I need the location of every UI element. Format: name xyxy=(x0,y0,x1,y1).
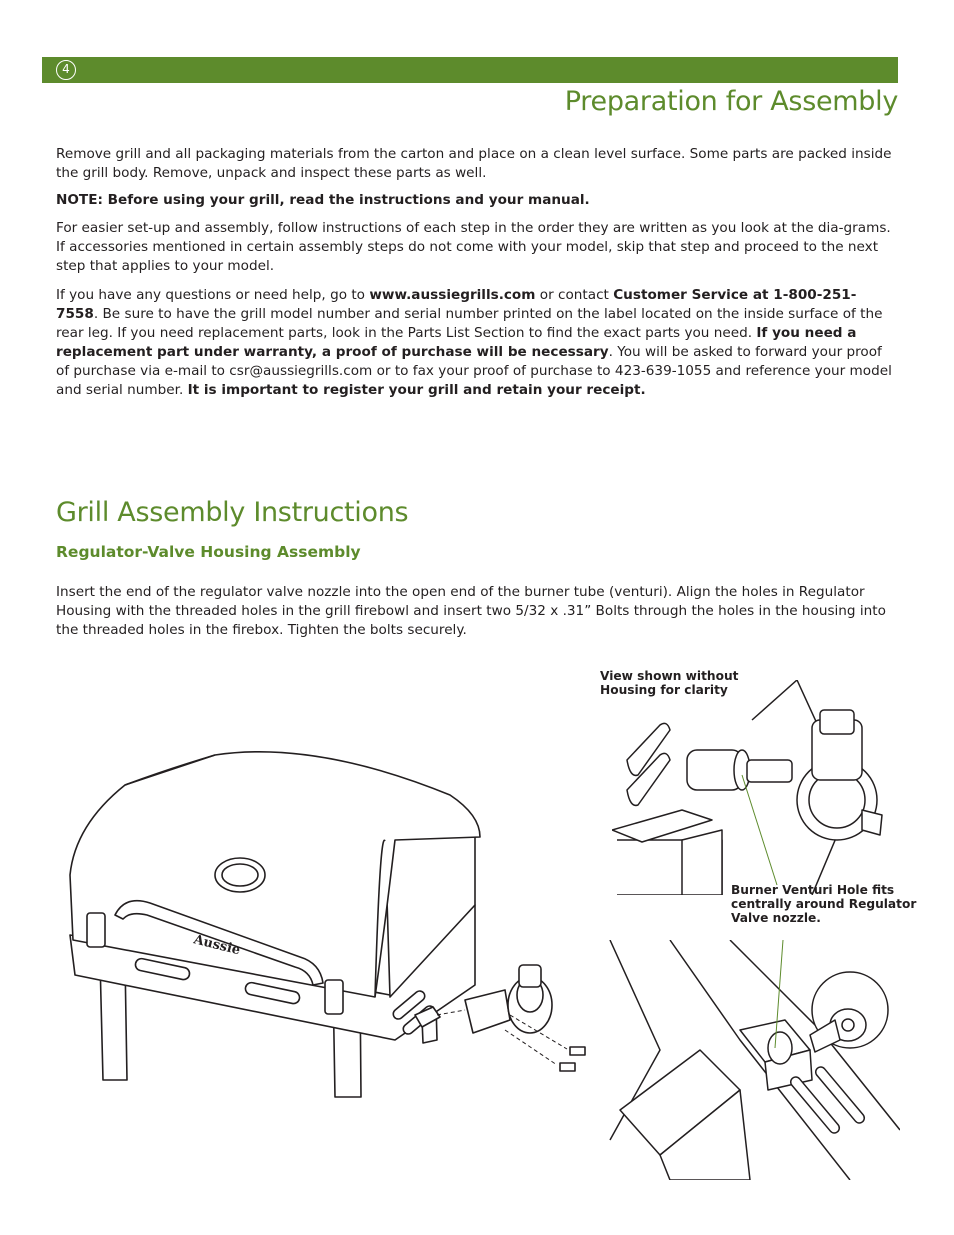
register-text: It is important to register your grill and retain your receipt. xyxy=(187,382,646,398)
customer-service-phone: Customer Service at 1-800-251-7558 xyxy=(56,287,857,322)
section-title-preparation: Preparation for Assembly xyxy=(564,86,898,117)
page-number: 4 xyxy=(56,60,76,80)
grill-brand-logo: Aussie xyxy=(192,932,242,959)
help-text-g: . You will be asked to forward your proof of purchase via e-mail to csr@aussiegrills.com or to fax your proof of purchase to 423-639-1055 and reference your model and serial number. xyxy=(56,344,892,398)
note-paragraph xyxy=(56,191,896,210)
page-header-bar xyxy=(42,57,898,83)
setup-paragraph: For easier set-up and assembly, follow instructions of each step in the order they are written as you look at the dia-grams. If accessories mentioned in certain assembly steps do not come with your model, skip that step and proceed to the next step that applies to your model. xyxy=(56,220,891,274)
detail-venturi-nozzle xyxy=(600,940,900,1180)
note-text: NOTE: Before using your grill, read the instructions and your manual. xyxy=(56,192,590,208)
callout-view-without-housing xyxy=(600,669,760,697)
intro-paragraph: Remove grill and all packaging materials from the carton and place on a clean level surface. Some parts are packed inside the grill body. Remove, unpack and inspect these parts as well. xyxy=(56,146,892,181)
warranty-text: If you need a replacement part under warranty, a proof of purchase will be necessary xyxy=(56,325,857,360)
help-paragraph xyxy=(56,286,896,400)
website-link[interactable]: www.aussiegrills.com xyxy=(369,287,536,303)
callout-bottom-text: Burner Venturi Hole fits centrally around Regulator Valve nozzle. xyxy=(731,883,917,925)
callout-burner-venturi xyxy=(731,883,931,925)
help-text-a: If you have any questions or need help, go to xyxy=(56,287,370,303)
detail-view-without-housing xyxy=(612,680,902,895)
section-title-grill-assembly: Grill Assembly Instructions xyxy=(56,497,409,528)
callout-top-text: View shown without Housing for clarity xyxy=(600,669,739,697)
help-text-c: or contact xyxy=(535,287,614,303)
grill-assembly-illustration xyxy=(55,735,615,1110)
regulator-instructions: Insert the end of the regulator valve nozzle into the open end of the burner tube (venturi). Align the holes in Regulator Housing with the threaded holes in the grill firebowl and insert two 5/32 x .31” Bolts through the holes in the housing into the threaded holes in the firebox. Tighten the bolts securely. xyxy=(56,584,886,638)
subsection-title-regulator: Regulator-Valve Housing Assembly xyxy=(56,543,361,561)
help-text-e: . Be sure to have the grill model number and serial number printed on the label located on the inside surface of the rear leg. If you need replacement parts, look in the Parts List Section to find the exact parts you need. xyxy=(56,306,883,341)
